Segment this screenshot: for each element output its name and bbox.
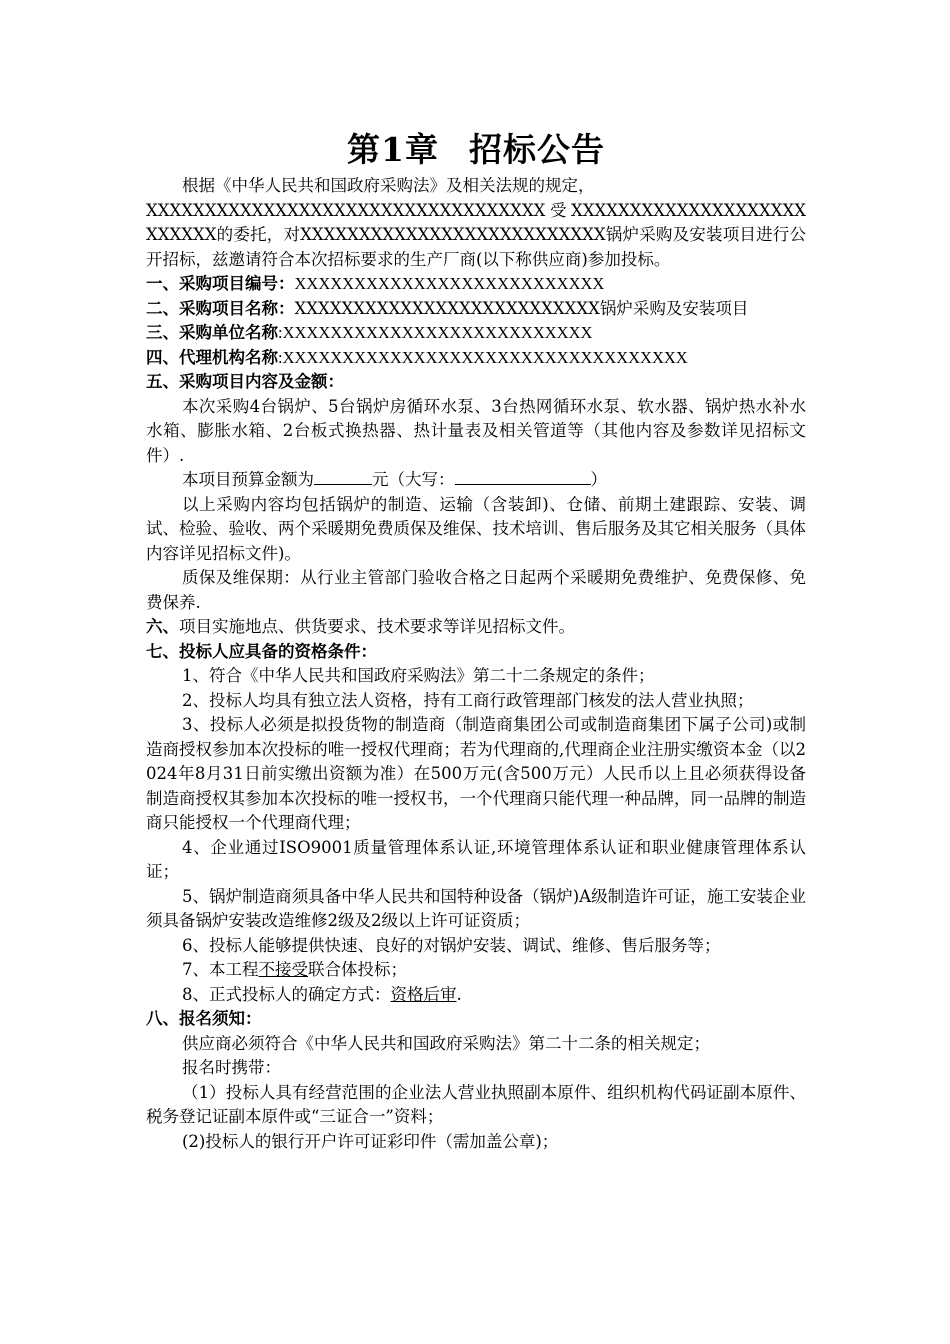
section-6-label: 六、 <box>146 617 179 636</box>
section-5-paragraph-1: 本次采购4台锅炉、5台锅炉房循环水泵、3台热网循环水泵、软水器、锅炉热水补水水箱、膨胀水箱、2台板式换热器、热计量表及相关管道等（其他内容及参数详见招标文件）. <box>146 396 806 465</box>
item-8-text-a: 8、正式投标人的确定方式： <box>182 984 391 1004</box>
intro-paragraph-2: XXXXXXXXXXXXXXXXXXXXXXXXXXXXXXXXXX受XXXXXXXXXXXXXXXXXXXXXXXXXX的委托，对XXXXXXXXXXXXXXXXXXXXXXXXXX锅炉采购及安装项目进行公开招标，兹邀请符合本次招标要求的生产厂商(以下称供应商)参加投标。 <box>146 200 806 269</box>
section-5-budget <box>146 468 806 493</box>
section-7-label: 七、投标人应具备的资格条件： <box>146 641 377 661</box>
section-3 <box>146 321 806 346</box>
qualification-item: 6、投标人能够提供快速、良好的对锅炉安装、调试、维修、售后服务等； <box>182 935 721 955</box>
section-5-paragraph-3: 以上采购内容均包括锅炉的制造、运输（含装卸)、仓储、前期土建跟踪、安装、调试、检验、验收、两个采暖期免费质保及维保、技术培训、售后服务及其它相关服务（具体内容详见招标文件)。 <box>146 494 806 563</box>
section-3-value: :XXXXXXXXXXXXXXXXXXXXXXXXXX <box>278 323 593 342</box>
qualification-item: 5、锅炉制造商须具备中华人民共和国特种设备（锅炉)A级制造许可证，施工安装企业须具备锅炉安装改造维修2级及2级以上许可证资质； <box>146 886 806 930</box>
section-2 <box>146 297 806 322</box>
item-7-underlined: 不接受 <box>258 960 308 979</box>
registration-item: (2)投标人的银行开户许可证彩印件（需加盖公章)； <box>182 1131 559 1151</box>
qualification-item: 3、投标人必须是拟投货物的制造商（制造商集团公司或制造商集团下属子公司)或制造商授权参加本次投标的唯一授权代理商；若为代理商的,代理商企业注册实缴资本金（以2024年8月31日前实缴出资额为准）在500万元(含500万元）人民币以上且必须获得设备制造商授权其参加本次投标的唯一授权书，一个代理商只能代理一种品牌，同一品牌的制造商只能授权一个代理商代理； <box>146 715 806 832</box>
chapter-name: 招标公告 <box>468 130 605 169</box>
budget-words-blank <box>455 468 591 485</box>
section-6 <box>146 615 806 640</box>
section-3-label: 三、采购单位名称 <box>146 323 278 342</box>
qualification-item-7 <box>146 958 806 983</box>
qualification-item: 2、投标人均具有独立法人资格，持有工商行政管理部门核发的法人营业执照； <box>182 690 754 710</box>
section-2-label: 二、采购项目名称： <box>146 298 295 318</box>
chapter-number: 第1章 <box>347 130 439 169</box>
section-8-label: 八、报名须知： <box>146 1009 262 1028</box>
budget-text-a: 本项目预算金额为 <box>182 470 314 489</box>
budget-text-b: 元（大写： <box>372 470 455 489</box>
registration-item: 供应商必须符合《中华人民共和国政府采购法》第二十二条的相关规定； <box>182 1033 710 1053</box>
section-4 <box>146 346 806 371</box>
section-5-paragraph-4: 质保及维保期：从行业主管部门验收合格之日起两个采暖期免费维护、免费保修、免费保养. <box>146 568 806 612</box>
intro-paragraph-1: 根据《中华人民共和国政府采购法》及相关法规的规定， <box>182 176 595 195</box>
section-2-value: XXXXXXXXXXXXXXXXXXXXXXXXXX锅炉采购及安装项目 <box>294 298 749 318</box>
section-5-label: 五、采购项目内容及金额： <box>146 372 344 391</box>
item-7-text-a: 7、本工程 <box>182 960 259 979</box>
section-1-value: XXXXXXXXXXXXXXXXXXXXXXXXXX <box>294 274 605 293</box>
section-6-value: 项目实施地点、供货要求、技术要求等详见招标文件。 <box>179 617 575 636</box>
section-1-label: 一、采购项目编号： <box>146 274 295 293</box>
item-7-text-c: 联合体投标； <box>308 960 407 979</box>
item-8-text-c: . <box>456 984 462 1004</box>
section-4-label: 四、代理机构名称 <box>146 347 278 367</box>
qualification-item: 4、企业通过ISO9001质量管理体系认证,环境管理体系认证和职业健康管理体系认证； <box>146 837 806 881</box>
item-8-underlined: 资格后审 <box>390 984 457 1004</box>
registration-item: 报名时携带： <box>182 1058 281 1077</box>
section-4-value: :XXXXXXXXXXXXXXXXXXXXXXXXXXXXXXXXXX <box>278 347 688 367</box>
budget-amount-blank <box>314 468 372 485</box>
section-1 <box>146 272 806 297</box>
document-page <box>146 130 806 1154</box>
registration-item: （1）投标人具有经营范围的企业法人营业执照副本原件、组织机构代码证副本原件、税务登记证副本原件或“三证合一”资料； <box>146 1082 806 1126</box>
qualification-item-8 <box>146 983 806 1008</box>
qualification-item: 1、符合《中华人民共和国政府采购法》第二十二条规定的条件； <box>182 666 655 685</box>
budget-text-c: ） <box>590 470 607 489</box>
page-title <box>146 130 806 170</box>
